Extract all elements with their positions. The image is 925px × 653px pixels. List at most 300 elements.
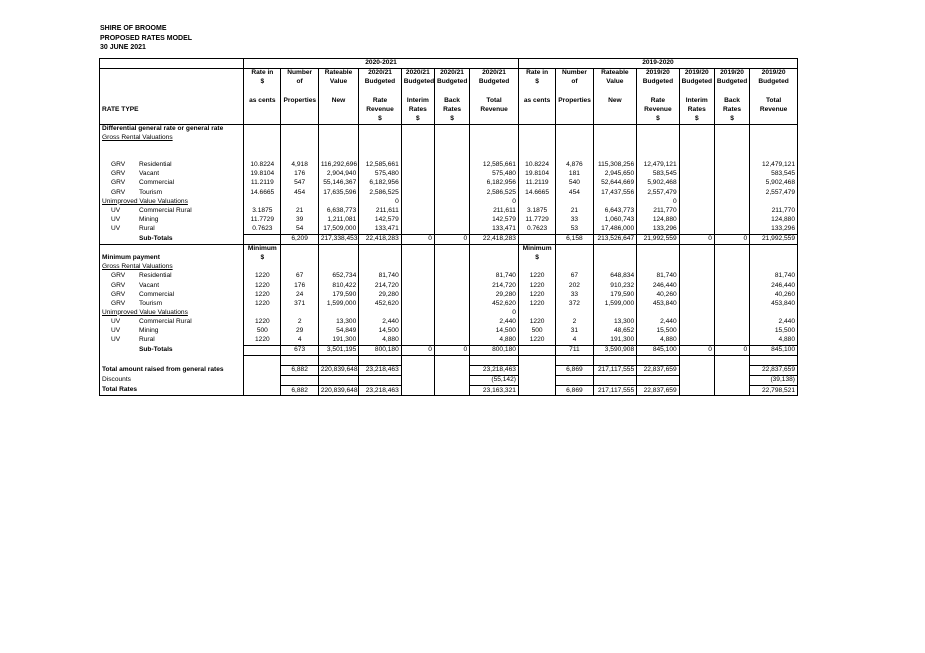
cur-col-1: 29	[281, 327, 318, 336]
pri-col-4	[679, 327, 714, 336]
cur-col-6: 12,585,661	[470, 161, 519, 170]
cur-col-5	[434, 318, 469, 327]
cur-header-5: $	[434, 115, 469, 125]
table-row	[100, 207, 798, 216]
cur-header-0: $	[244, 78, 281, 87]
cur-col-3: 800,180	[359, 345, 402, 355]
pri-col-4	[679, 216, 714, 225]
cur-col-0: 500	[244, 327, 281, 336]
pri-header-0	[518, 87, 555, 96]
cur-header-2: Value	[318, 78, 358, 87]
pri-col-3: 21,992,559	[637, 234, 680, 244]
pri-col-1: 33	[556, 216, 593, 225]
pri-col-2: 648,834	[593, 272, 637, 281]
pri-col-4	[679, 207, 714, 216]
prior-period-heading: 2019-2020	[518, 59, 797, 69]
cur-header-5: 2020/21	[434, 69, 469, 79]
cur-col-4	[401, 207, 434, 216]
valuation-code: UV	[111, 206, 121, 214]
pri-header-4: Interim	[679, 96, 714, 105]
period-header-row	[100, 59, 798, 69]
row-label	[100, 290, 244, 299]
cur-header-2: Rateable	[318, 69, 358, 79]
category-name: Mining	[139, 326, 159, 334]
column-header-row	[100, 87, 798, 96]
cur-col-3: 211,611	[359, 207, 402, 216]
cur-col-3: 142,579	[359, 216, 402, 225]
cur-col-2: 116,292,696	[318, 161, 358, 170]
pri-header-4: Rates	[679, 105, 714, 114]
cur-col-3: 22,418,283	[359, 234, 402, 244]
table-row	[100, 336, 798, 346]
cur-col-4	[401, 290, 434, 299]
pri-col-5	[714, 366, 749, 376]
category-name: Tourism	[139, 299, 163, 307]
cur-col-0	[244, 366, 281, 376]
pri-col-2: 48,652	[593, 327, 637, 336]
spacer	[100, 356, 244, 366]
pri-col-0	[518, 234, 555, 244]
pri-col-2: 3,590,908	[593, 345, 637, 355]
cur-col-1: 4	[281, 336, 318, 346]
cur-col-5	[434, 327, 469, 336]
pri-header-6: Revenue	[750, 105, 798, 114]
cur-col-5	[434, 179, 469, 188]
cur-header-4: Interim	[401, 96, 434, 105]
pri-col-1: 6,869	[556, 386, 593, 396]
pri-col-6: 133,296	[750, 225, 798, 235]
spacer	[100, 152, 244, 161]
pri-col-4	[679, 272, 714, 281]
valuation-code: GRV	[111, 179, 126, 187]
pri-col-2: 217,117,555	[593, 386, 637, 396]
pri-col-6: 453,840	[750, 299, 798, 308]
section-title-row	[100, 124, 798, 134]
cur-col-4	[401, 336, 434, 346]
column-header-row	[100, 96, 798, 105]
cur-header-5: Rates	[434, 105, 469, 114]
row-label	[100, 225, 244, 235]
cur-col-2: 17,509,000	[318, 225, 358, 235]
pri-header-5: 2019/20	[714, 69, 749, 79]
valuation-code: UV	[111, 215, 121, 223]
cur-col-2: 3,501,195	[318, 345, 358, 355]
table-row	[100, 290, 798, 299]
row-label	[100, 161, 244, 170]
cur-col-2: 54,849	[318, 327, 358, 336]
pri-col-5	[714, 225, 749, 235]
total-rates-row	[100, 386, 798, 396]
category-name: Residential	[139, 272, 172, 280]
cur-col-5	[434, 170, 469, 179]
pri-col-2: 217,117,555	[593, 366, 637, 376]
cur-col-2: 220,839,648	[318, 366, 358, 376]
cur-col-3: 81,740	[359, 272, 402, 281]
discounts-pri: (39,138)	[750, 376, 798, 386]
pri-col-0	[518, 386, 555, 396]
cur-header-1: of	[281, 78, 318, 87]
cur-header-5: Budgeted	[434, 78, 469, 87]
table-row	[100, 161, 798, 170]
cur-col-1: 24	[281, 290, 318, 299]
pri-col-1: 372	[556, 299, 593, 308]
pri-col-3: 12,479,121	[637, 161, 680, 170]
cur-col-6: 575,480	[470, 170, 519, 179]
category-name: Tourism	[139, 188, 163, 196]
cur-col-4	[401, 299, 434, 308]
minimum-unit: $	[518, 254, 555, 263]
pri-col-5	[714, 281, 749, 290]
cur-col-5	[434, 161, 469, 170]
cur-col-0: 1220	[244, 290, 281, 299]
pri-col-0: 1220	[518, 299, 555, 308]
pri-header-0: as cents	[518, 96, 555, 105]
cur-col-2: 810,422	[318, 281, 358, 290]
cur-col-1: 6,882	[281, 386, 318, 396]
cur-col-1: 54	[281, 225, 318, 235]
pri-col-4	[679, 318, 714, 327]
rate-type-heading: RATE TYPE	[100, 105, 244, 114]
cur-col-4	[401, 281, 434, 290]
pri-col-0: 14.6665	[518, 188, 555, 197]
subtotal-label: Sub-Totals	[100, 234, 244, 244]
cur-header-6: Budgeted	[470, 78, 519, 87]
pri-col-2: 1,060,743	[593, 216, 637, 225]
pri-col-5	[714, 318, 749, 327]
valuation-code: UV	[111, 225, 121, 233]
pri-col-2: 1,599,000	[593, 299, 637, 308]
cur-col-3: 133,471	[359, 225, 402, 235]
cur-col-0: 0.7623	[244, 225, 281, 235]
cur-col-0	[244, 386, 281, 396]
pri-col-2: 179,590	[593, 290, 637, 299]
report-title: PROPOSED RATES MODEL	[100, 34, 193, 42]
pri-col-4: 0	[679, 234, 714, 244]
cur-col-1: 547	[281, 179, 318, 188]
cur-col-3: 214,720	[359, 281, 402, 290]
cur-header-4: $	[401, 115, 434, 125]
cur-header-3: Budgeted	[359, 78, 402, 87]
cur-col-1: 673	[281, 345, 318, 355]
rates-table	[99, 58, 798, 396]
cur-col-3: 14,500	[359, 327, 402, 336]
pri-header-3: Budgeted	[637, 78, 680, 87]
cur-col-5	[434, 281, 469, 290]
cur-col-5: 0	[434, 234, 469, 244]
pri-header-3: Revenue	[637, 105, 680, 114]
pri-col-2: 2,945,650	[593, 170, 637, 179]
spacer-row	[100, 356, 798, 366]
pri-header-0: Rate in	[518, 69, 555, 79]
pri-col-0: 10.8224	[518, 161, 555, 170]
pri-col-3: 453,840	[637, 299, 680, 308]
pri-col-5	[714, 161, 749, 170]
table-row	[100, 299, 798, 308]
cur-col-6: 142,579	[470, 216, 519, 225]
cur-col-2: 6,638,773	[318, 207, 358, 216]
cur-col-3: 23,218,463	[359, 386, 402, 396]
pri-header-1	[556, 115, 593, 125]
pri-header-2	[593, 115, 637, 125]
cur-col-4	[401, 366, 434, 376]
cur-col-5	[434, 366, 469, 376]
column-header-row	[100, 115, 798, 125]
pri-col-1: 31	[556, 327, 593, 336]
pri-col-4	[679, 299, 714, 308]
cur-col-4: 0	[401, 345, 434, 355]
cur-col-5	[434, 290, 469, 299]
pri-header-3: Rate	[637, 96, 680, 105]
pri-col-3: 4,880	[637, 336, 680, 346]
pri-col-5: 0	[714, 345, 749, 355]
cur-col-2: 217,338,453	[318, 234, 358, 244]
pri-col-1: 21	[556, 207, 593, 216]
pri-header-1: Number	[556, 69, 593, 79]
row-label	[100, 336, 244, 346]
cur-col-3: 2,440	[359, 318, 402, 327]
cur-header-6	[470, 115, 519, 125]
cur-col-0: 1220	[244, 299, 281, 308]
cur-col-5	[434, 188, 469, 197]
pri-col-6: 2,440	[750, 318, 798, 327]
spacer	[100, 143, 244, 152]
total-general-row	[100, 366, 798, 376]
cur-col-0: 3.1875	[244, 207, 281, 216]
pri-col-5	[714, 299, 749, 308]
uv-heading: Unimproved Value Valuations	[100, 309, 244, 318]
pri-header-4: $	[679, 115, 714, 125]
pri-col-2: 213,526,647	[593, 234, 637, 244]
pri-col-3: 22,837,659	[637, 386, 680, 396]
cur-col-0: 1220	[244, 272, 281, 281]
pri-col-6: 124,880	[750, 216, 798, 225]
pri-col-0: 0.7623	[518, 225, 555, 235]
pri-col-3: 40,260	[637, 290, 680, 299]
subtotal-row	[100, 234, 798, 244]
pri-header-2: New	[593, 96, 637, 105]
category-name: Rural	[139, 336, 155, 344]
report-header	[100, 24, 192, 53]
pri-col-0: 1220	[518, 281, 555, 290]
pri-col-2: 910,232	[593, 281, 637, 290]
cur-col-5	[434, 272, 469, 281]
category-name: Commercial Rural	[139, 317, 192, 325]
cur-col-1: 39	[281, 216, 318, 225]
pri-header-1: of	[556, 78, 593, 87]
pri-col-3: 15,500	[637, 327, 680, 336]
minimum-heading: Minimum	[244, 244, 281, 254]
discounts-cur: (55,142)	[470, 376, 519, 386]
pri-col-3: 2,557,479	[637, 188, 680, 197]
table-row	[100, 225, 798, 235]
pri-col-5	[714, 179, 749, 188]
valuation-code: UV	[111, 326, 121, 334]
category-name: Commercial Rural	[139, 206, 192, 214]
cur-col-1: 21	[281, 207, 318, 216]
cur-col-2: 179,590	[318, 290, 358, 299]
uv-zero-cur: 0	[359, 197, 402, 206]
section-title-row	[100, 244, 798, 254]
cur-header-6	[470, 87, 519, 96]
table-row	[100, 170, 798, 179]
pri-col-4	[679, 336, 714, 346]
pri-header-6: 2019/20	[750, 69, 798, 79]
cur-col-3: 6,182,956	[359, 179, 402, 188]
pri-col-5	[714, 336, 749, 346]
table-row	[100, 327, 798, 336]
pri-header-0	[518, 115, 555, 125]
pri-header-3	[637, 87, 680, 96]
section2-title: Minimum payment	[100, 254, 244, 263]
uv-zero-cur-total: 0	[470, 309, 519, 318]
pri-col-3: 845,100	[637, 345, 680, 355]
cur-col-6: 452,620	[470, 299, 519, 308]
pri-header-2: Rateable	[593, 69, 637, 79]
spacer	[100, 244, 244, 254]
pri-col-5	[714, 216, 749, 225]
cur-header-1	[281, 105, 318, 114]
pri-col-5	[714, 170, 749, 179]
cur-header-0: Rate in	[244, 69, 281, 79]
pri-col-6: 2,557,479	[750, 188, 798, 197]
pri-col-0: 19.8104	[518, 170, 555, 179]
section1-title: Differential general rate or general rate	[100, 124, 244, 134]
pri-col-3: 133,296	[637, 225, 680, 235]
row-label	[100, 170, 244, 179]
pri-col-2: 17,437,556	[593, 188, 637, 197]
pri-header-6	[750, 87, 798, 96]
pri-col-1: 4,876	[556, 161, 593, 170]
cur-col-4	[401, 179, 434, 188]
cur-header-5	[434, 87, 469, 96]
cur-col-0: 11.2119	[244, 179, 281, 188]
pri-col-3: 246,440	[637, 281, 680, 290]
cur-col-4	[401, 188, 434, 197]
pri-col-0	[518, 366, 555, 376]
spacer-row	[100, 152, 798, 161]
pri-col-6: 15,500	[750, 327, 798, 336]
pri-col-5	[714, 188, 749, 197]
category-name: Mining	[139, 215, 159, 223]
cur-header-0: as cents	[244, 96, 281, 105]
cur-col-2: 55,146,367	[318, 179, 358, 188]
cur-header-1: Number	[281, 69, 318, 79]
row-label	[100, 207, 244, 216]
pri-header-5: Back	[714, 96, 749, 105]
cur-col-4	[401, 225, 434, 235]
pri-col-0: 11.2119	[518, 179, 555, 188]
pri-col-5: 0	[714, 234, 749, 244]
pri-header-2	[593, 87, 637, 96]
category-name: Commercial	[139, 179, 175, 187]
pri-col-3: 124,880	[637, 216, 680, 225]
pri-col-2: 6,643,773	[593, 207, 637, 216]
pri-col-5	[714, 207, 749, 216]
category-name: Vacant	[139, 170, 160, 178]
table-row	[100, 281, 798, 290]
pri-col-4	[679, 170, 714, 179]
pri-col-2: 52,644,669	[593, 179, 637, 188]
cur-header-0	[244, 87, 281, 96]
pri-col-3: 583,545	[637, 170, 680, 179]
total-rates-label: Total Rates	[100, 386, 244, 396]
cur-col-3: 23,218,463	[359, 366, 402, 376]
pri-col-4	[679, 366, 714, 376]
cur-col-6: 133,471	[470, 225, 519, 235]
valuation-code: GRV	[111, 281, 126, 289]
cur-col-4	[401, 170, 434, 179]
discounts-label: Discounts	[100, 376, 244, 386]
valuation-code: GRV	[111, 290, 126, 298]
cur-col-6: 81,740	[470, 272, 519, 281]
pri-col-3: 5,902,468	[637, 179, 680, 188]
section-subheading-row	[100, 309, 798, 318]
cur-col-0: 1220	[244, 336, 281, 346]
cur-col-4	[401, 318, 434, 327]
cur-col-0	[244, 234, 281, 244]
pri-header-4: 2019/20	[679, 69, 714, 79]
grv-heading: Gross Rental Valuations	[100, 134, 244, 143]
valuation-code: UV	[111, 317, 121, 325]
cur-col-1: 6,209	[281, 234, 318, 244]
pri-col-4	[679, 386, 714, 396]
section-subheading-row	[100, 197, 798, 206]
cur-col-5	[434, 216, 469, 225]
pri-col-1: 2	[556, 318, 593, 327]
cur-col-1: 371	[281, 299, 318, 308]
pri-col-6: 12,479,121	[750, 161, 798, 170]
pri-col-5	[714, 272, 749, 281]
category-name: Residential	[139, 161, 172, 169]
cur-col-2: 1,599,000	[318, 299, 358, 308]
cur-col-6: 2,586,525	[470, 188, 519, 197]
cur-col-3: 4,880	[359, 336, 402, 346]
subtotal-label: Sub-Totals	[100, 345, 244, 355]
cur-col-2: 1,211,081	[318, 216, 358, 225]
cur-col-0: 11.7729	[244, 216, 281, 225]
cur-col-1: 67	[281, 272, 318, 281]
cur-col-3: 575,480	[359, 170, 402, 179]
uv-zero-cur-total: 0	[470, 197, 519, 206]
subtotal-row	[100, 345, 798, 355]
grv-heading: Gross Rental Valuations	[100, 263, 244, 272]
row-label	[100, 216, 244, 225]
category-name: Rural	[139, 225, 155, 233]
cur-col-6: 23,163,321	[470, 386, 519, 396]
valuation-code: GRV	[111, 188, 126, 196]
pri-col-6: 246,440	[750, 281, 798, 290]
pri-col-2: 115,308,256	[593, 161, 637, 170]
pri-col-6: 22,798,521	[750, 386, 798, 396]
pri-col-2: 13,300	[593, 318, 637, 327]
pri-header-5	[714, 87, 749, 96]
pri-col-1: 181	[556, 170, 593, 179]
pri-col-3: 22,837,659	[637, 366, 680, 376]
cur-col-1: 454	[281, 188, 318, 197]
pri-col-0: 1220	[518, 290, 555, 299]
valuation-code: GRV	[111, 161, 126, 169]
row-label	[100, 318, 244, 327]
cur-col-6: 4,880	[470, 336, 519, 346]
cur-col-0: 1220	[244, 318, 281, 327]
cur-col-2: 191,300	[318, 336, 358, 346]
pri-col-6: 5,902,468	[750, 179, 798, 188]
row-label	[100, 272, 244, 281]
shire-name: SHIRE OF BROOME	[100, 25, 167, 32]
section-subheading-row	[100, 263, 798, 272]
report-date: 30 JUNE 2021	[100, 44, 146, 52]
cur-col-1: 176	[281, 170, 318, 179]
